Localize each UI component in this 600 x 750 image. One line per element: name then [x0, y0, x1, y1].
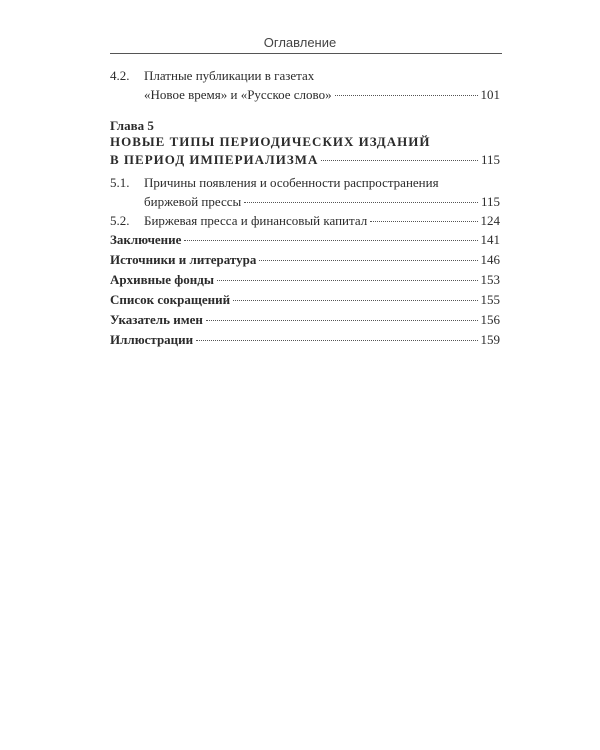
- dot-leader: [184, 240, 477, 241]
- toc-entry-title: Причины появления и особенности распространения: [144, 175, 439, 190]
- toc-entry-sources: [110, 250, 500, 270]
- toc-entry-title: Список сокращений: [110, 292, 231, 307]
- page-number: 115: [480, 152, 500, 167]
- toc-entry-name-index: [110, 310, 500, 330]
- dot-leader: [206, 320, 478, 321]
- dot-leader: [244, 202, 478, 203]
- toc-entry-archives: [110, 270, 500, 290]
- toc-entry-5-2: [110, 211, 500, 230]
- dot-leader: [370, 221, 477, 222]
- chapter-label: Глава 5: [110, 118, 154, 133]
- toc-entry-4-2-line2: [110, 85, 500, 104]
- page-number: 156: [480, 312, 500, 327]
- dot-leader: [321, 160, 478, 161]
- toc-entry-illustrations: [110, 330, 500, 350]
- page-number: 153: [480, 272, 500, 287]
- page-number: 159: [480, 332, 500, 347]
- page-number: 146: [480, 252, 500, 267]
- toc-entry-title: Источники и литература: [110, 252, 257, 267]
- page-number: 124: [480, 213, 500, 228]
- toc-entry-number: 5.1.: [110, 175, 130, 190]
- toc-entry-title: Заключение: [110, 232, 182, 247]
- toc-entry-title: Платные публикации в газетах: [144, 68, 315, 83]
- chapter-title-line2: В ПЕРИОД ИМПЕРИАЛИЗМА: [110, 152, 319, 167]
- toc-entry-5-1-line2: [110, 192, 500, 211]
- dot-leader: [259, 260, 477, 261]
- running-header: Оглавление: [263, 35, 337, 50]
- header-rule: [110, 53, 502, 54]
- toc-entry-number: 4.2.: [110, 68, 130, 83]
- table-of-contents: [110, 66, 500, 350]
- toc-entry-title: Биржевая пресса и финансовый капитал: [144, 213, 368, 228]
- toc-entry-title-cont: «Новое время» и «Русское слово»: [144, 87, 332, 102]
- chapter-title-line1: НОВЫЕ ТИПЫ ПЕРИОДИЧЕСКИХ ИЗДАНИЙ: [110, 134, 431, 149]
- page-number: 101: [480, 87, 500, 102]
- toc-entry-title: Иллюстрации: [110, 332, 194, 347]
- toc-entry-5-1-line1: [110, 173, 500, 192]
- dot-leader: [335, 95, 478, 96]
- toc-entry-number: 5.2.: [110, 213, 130, 228]
- toc-entry-conclusion: [110, 230, 500, 250]
- page-number: 155: [480, 292, 500, 307]
- toc-entry-4-2-line1: [110, 66, 500, 85]
- page-number: 141: [480, 232, 500, 247]
- toc-entry-abbreviations: [110, 290, 500, 310]
- toc-entry-title: Архивные фонды: [110, 272, 214, 287]
- dot-leader: [196, 340, 477, 341]
- dot-leader: [233, 300, 477, 301]
- dot-leader: [217, 280, 478, 281]
- toc-entry-title: Указатель имен: [110, 312, 203, 327]
- chapter-title-line2-row: [110, 150, 500, 169]
- page-number: 115: [480, 194, 500, 209]
- toc-entry-title-cont: биржевой прессы: [144, 194, 242, 209]
